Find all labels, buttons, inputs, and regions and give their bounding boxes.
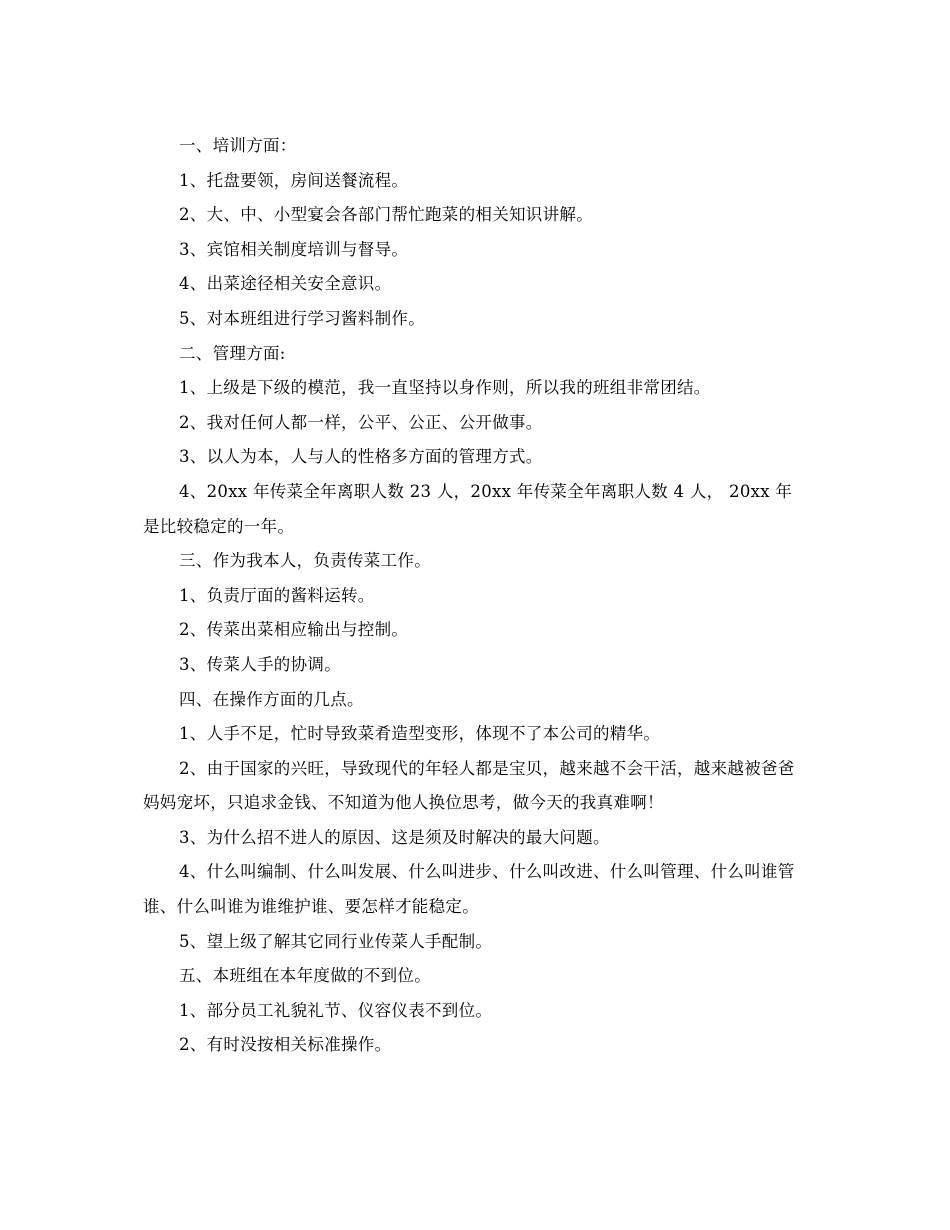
list-item: 3、为什么招不进人的原因、这是须及时解决的最大问题。 [179,827,610,847]
list-item: 2、有时没按相关标准操作。 [179,1035,392,1055]
list-item: 4、20xx 年传菜全年离职人数 23 人，20xx 年传菜全年离职人数 4 人， 20xx 年是比较稳定的一年。 [143,481,793,536]
list-item: 4、出菜途径相关安全意识。 [179,274,392,294]
list-item: 2、传菜出菜相应输出与控制。 [179,620,409,640]
document-body [143,129,808,1063]
section-heading-management: 二、管理方面: [179,343,286,363]
list-item: 3、以人为本，人与人的性格多方面的管理方式。 [179,447,543,467]
list-item: 1、部分员工礼貌礼节、仪容仪表不到位。 [179,1000,493,1020]
list-item: 5、对本班组进行学习酱料制作。 [179,308,425,328]
list-item: 1、人手不足，忙时导致菜肴造型变形，体现不了本公司的精华。 [179,724,661,744]
section-heading-personal: 三、作为我本人，负责传菜工作。 [179,551,431,571]
list-item: 1、负责厅面的酱料运转。 [179,585,375,605]
list-item: 3、宾馆相关制度培训与督导。 [179,239,409,259]
section-heading-training: 一、培训方面： [179,136,297,155]
section-heading-operations: 四、在操作方面的几点。 [179,689,364,709]
list-item: 5、望上级了解其它同行业传菜人手配制。 [179,931,493,951]
section-heading-shortcomings: 五、本班组在本年度做的不到位。 [179,966,431,986]
list-item: 4、什么叫编制、什么叫发展、什么叫进步、什么叫改进、什么叫管理、什么叫谁管谁、什么叫谁为谁维护谁、要怎样才能稳定。 [143,862,795,917]
list-item: 2、我对任何人都一样，公平、公正、公开做事。 [179,412,543,432]
list-item: 1、上级是下级的模范，我一直坚持以身作则，所以我的班组非常团结。 [179,378,711,398]
list-item: 1、托盘要领，房间送餐流程。 [179,170,409,190]
list-item: 2、大、中、小型宴会各部门帮忙跑菜的相关知识讲解。 [179,205,593,225]
list-item: 3、传菜人手的协调。 [179,654,341,674]
list-item: 2、由于国家的兴旺，导致现代的年轻人都是宝贝，越来越不会干活，越来越被爸爸妈妈宠坏，只追求金钱、不知道为他人换位思考，做今天的我真难啊！ [143,758,795,813]
